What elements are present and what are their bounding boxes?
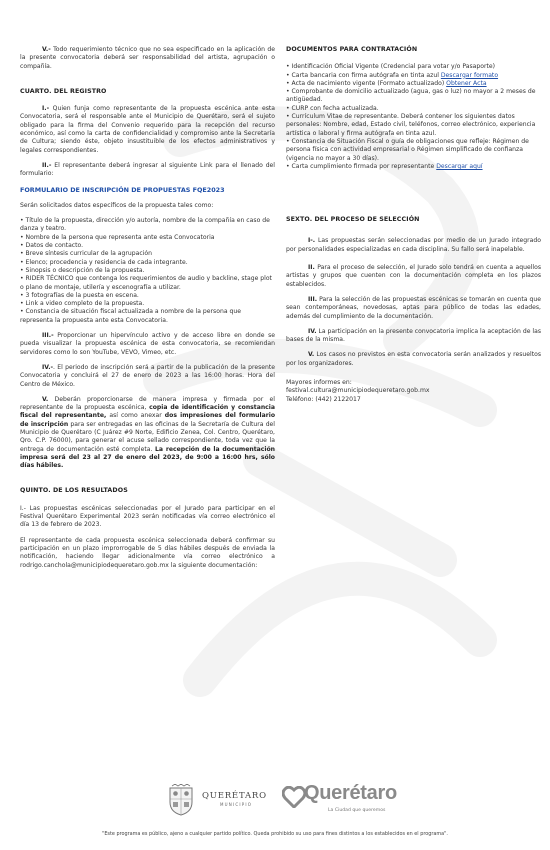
list-item: • Título de la propuesta, dirección y/o autoría, nombre de la compañía en caso de danza y teatro.: [20, 217, 270, 233]
list-item: • Constancia de situación fiscal actualizada a nombre de la persona que representa la propuesta ante esta Convocatoria.: [20, 308, 241, 324]
heart-mark-icon: [282, 786, 306, 808]
cuarto-paragraph-3: III.- Proporcionar un hipervínculo activo y de acceso libre en donde se pueda visualizar la propuesta escénica de esta convocatoria, se recomiendan servidores como lo son YouTube, VEVO, Vimeo, etc.: [20, 332, 275, 356]
footer-disclaimer: "Este programa es público, ajeno a cualquier partido político. Queda prohibido su uso para fines distintos a los establecidos en el programa".: [102, 831, 448, 837]
intro-paragraph: V.- Todo requerimiento técnico que no sea especificado en la aplicación de la presente convocatoria deberá ser responsabilidad del artista, agrupación o compañía.: [20, 46, 275, 70]
footer-logos: [0, 780, 550, 820]
brand-wordmark: Querétaro: [304, 782, 397, 804]
section-sexto-heading: SEXTO. DEL PROCESO DE SELECCIÓN: [286, 216, 420, 224]
right-column: [286, 46, 541, 404]
quinto-paragraph-1: I.- Las propuestas escénicas seleccionadas por el Jurado para participar en el Festival Querétaro Experimental 2023 serán notificadas vía correo electrónico el día 13 de febrero de 2023.: [20, 504, 275, 529]
cuarto-paragraph-2: II.- El representante deberá ingresar al siguiente Link para el llenado del formulario:: [20, 161, 275, 178]
list-item: • RIDER TÉCNICO que contenga los requerimientos de audio y backline, stage plot o plano de montaje, utilería y escenografía a utilizar.: [20, 275, 272, 291]
doc-item: • Constancia de Situación Fiscal o guía de obligaciones que refleje: Régimen de persona física con actividad empresarial o Régimen simplificado de confianza (vigencia no mayor a 30 días).: [286, 137, 529, 162]
cuarto-paragraph-5: V. Deberán proporcionarse de manera impresa y firmada por el representante de la propuesta escénica, copia de identificación y constancia fiscal del representante, así como anexar dos impresiones del formulario de inscripción para ser entregadas en las oficinas de la Secretaría de Cultura del Municipio de Querétaro (C Juárez #9 Norte, Edificio Zenea, Col. Centro, Querétaro, Qro. C.P. 76000), para generar el acuse sellado correspondiente, toda vez que la entrega de documentación esté completa. La recepción de la documentación impresa será del 23 al 27 de enero del 2023, de 9:00 a 16:00 hrs, sólo días hábiles.: [20, 395, 276, 470]
contact-email[interactable]: festival.cultura@municipiodequeretaro.gob.mx: [286, 387, 430, 395]
sexto-paragraph: II. Para el proceso de selección, el Jurado solo tendrá en cuenta a aquellos artistas y grupos que cuenten con la documentación completa en los plazos establecidos.: [286, 264, 541, 288]
solicit-text: Serán solicitados datos específicos de la propuesta tales como:: [20, 201, 214, 209]
section-docs-heading: DOCUMENTOS PARA CONTRATACIÓN: [286, 46, 418, 53]
doc-item: • Carta cumplimiento firmada por representante Descargar aquí: [286, 162, 483, 170]
doc-item: • Carta bancaria con firma autógrafa en tinta azul Descargar formato: [286, 71, 499, 79]
left-column: [20, 46, 275, 577]
get-certificate-link[interactable]: Obtener Acta: [446, 79, 487, 87]
sexto-paragraph: I-. Las propuestas serán seleccionadas por medio de un Jurado integrado por personalidades especializadas en cada disciplina. Su fallo será inapelable.: [286, 237, 541, 253]
doc-item: • CURP con fecha actualizada.: [286, 104, 379, 112]
quinto-paragraph-2: El representante de cada propuesta escénica seleccionada deberá confirmar su participación en un plazo improrrogable de 5 días hábiles después de enviada la notificación, haciendo llegar adicionalmente vía correo electrónico a rodrigo.canchola@municipiodequeretaro.gob.mx la siguiente documentación:: [20, 536, 275, 569]
requirements-list: [20, 217, 275, 325]
sexto-paragraph: V. Los casos no previstos en esta convocatoria serán analizados y resueltos por los organizadores.: [286, 351, 541, 367]
doc-item: • Identificación Oficial Vigente (Credencial para votar y/o Pasaporte): [286, 63, 496, 71]
sexto-paragraph: IV. La participación en la presente convocatoria implica la aceptación de las bases de la misma.: [286, 327, 541, 344]
cuarto-paragraph-1: I.- Quien funja como representante de la propuesta escénica ante esta Convocatoria, será el responsable ante el Municipio de Querétaro, será el sujeto obligado para la firma del Convenio requerido para la recepción del recurso económico, así como la carta de confidencialidad y compromiso ante la Secretaría de Cultura; siendo éste, objeto insustituible de los efectos administrativos y legales correspondientes.: [20, 105, 275, 154]
download-form-link[interactable]: Descargar formato: [440, 71, 499, 79]
list-item: • Breve síntesis curricular de la agrupación: [20, 250, 152, 258]
contact-phone: Teléfono: (442) 2122017: [286, 395, 361, 403]
list-item: • Link a video completo de la propuesta.: [20, 300, 145, 308]
list-item: • Elenco; procedencia y residencia de cada integrante.: [20, 258, 188, 266]
coat-of-arms-icon: [166, 784, 196, 816]
sexto-paragraph: III. Para la selección de las propuestas escénicas se tomarán en cuenta que sean contemporáneas, novedosas, aptas para público de todas las edades, además del cumplimiento de la documentación.: [286, 295, 541, 320]
doc-item: • Acta de nacimiento vigente (Formato actualizado) Obtener Acta: [286, 79, 487, 87]
section-quinto-heading: QUINTO. DE LOS RESULTADOS: [20, 487, 128, 495]
municipio-subtitle: MUNICIPIO: [220, 802, 253, 807]
municipio-logo: [166, 780, 276, 820]
doc-item: • Comprobante de domicilio actualizado (agua, gas o luz) no mayor a 2 meses de antigüedad.: [286, 88, 536, 104]
municipio-name: QUERÉTARO: [202, 791, 267, 801]
download-here-link[interactable]: Descargar aquí: [436, 162, 483, 170]
list-item: • Sinopsis o descripción de la propuesta.: [20, 266, 145, 274]
list-item: • Nombre de la persona que representa ante esta Convocatoria: [20, 233, 215, 241]
brand-tagline: La Ciudad que queremos: [328, 808, 386, 813]
list-item: • Datos de contacto.: [20, 242, 84, 250]
docs-list: [286, 63, 541, 171]
doc-item: • Currículum Vitae de representante. Deberá contener los siguientes datos personales: Nombre, edad, Estado civil, teléfonos, correo electrónico, experiencia artística o laboral y firma autógrafa en tinta azul.: [286, 113, 536, 137]
form-title: FORMULARIO DE INSCRIPCIÓN DE PROPUESTAS FQE2023: [20, 185, 225, 194]
list-item: • 3 fotografías de la puesta en escena.: [20, 291, 139, 299]
contact-label: Mayores informes en:: [286, 379, 352, 387]
section-cuarto-heading: CUARTO. DEL REGISTRO: [20, 87, 107, 95]
queretaro-brand-logo: [282, 780, 397, 820]
cuarto-paragraph-4: IV.-. El periodo de inscripción será a partir de la publicación de la presente Convocatoria y concluirá el 27 de enero de 2023 a las 16:00 horas. Hora del Centro de México.: [20, 363, 275, 388]
